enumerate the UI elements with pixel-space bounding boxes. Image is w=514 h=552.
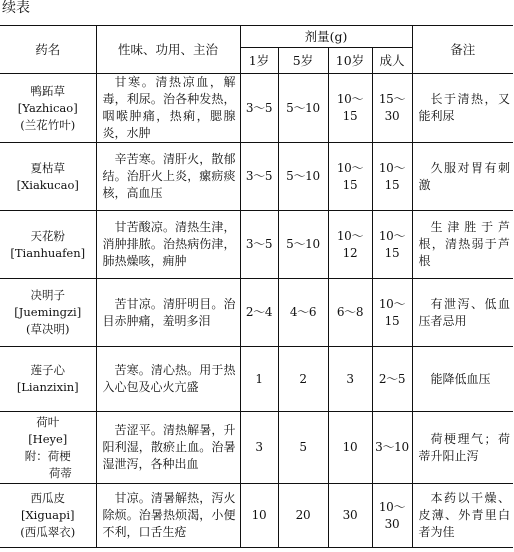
herb-name: 莲子心 <box>30 363 65 377</box>
herb-pinyin: [Juemingzi] <box>14 305 82 319</box>
dose-age-1: 1 <box>240 347 278 412</box>
dose-age-5: 5～10 <box>278 143 328 211</box>
header-age-adult: 成人 <box>372 48 412 74</box>
herb-name: 决明子 <box>30 288 65 302</box>
herb-name: 夏枯草 <box>30 160 65 175</box>
herb-pinyin: [Yazhicao] <box>17 100 78 115</box>
header-notes: 备注 <box>412 26 513 74</box>
herb-alias: (兰花竹叶) <box>20 117 76 132</box>
dose-adult: 10～15 <box>372 211 412 279</box>
dose-age-1: 3 <box>240 412 278 484</box>
dose-age-1: 3～5 <box>240 211 278 279</box>
herb-name-cell <box>0 74 96 143</box>
herb-properties: 甘凉。清暑解热，泻火除烦。治暑热烦渴，小便不利，口舌生疮 <box>96 484 240 548</box>
dose-age-1: 10 <box>240 484 278 548</box>
dose-adult: 10～30 <box>372 484 412 548</box>
table-row <box>0 74 513 143</box>
header-age-1: 1岁 <box>240 48 278 74</box>
herb-properties: 甘寒。清热凉血，解毒，利尿。治各种发热，咽喉肿痛，热痢，腮腺炎，水肿 <box>96 74 240 143</box>
herb-properties: 苦涩平。清热解暑，升阳利湿，散瘀止血。治暑湿泄泻，各种出血 <box>96 412 240 484</box>
herb-dosage-table <box>0 25 513 548</box>
herb-notes: 本药以干燥、皮薄、外青里白者为佳 <box>412 484 513 548</box>
header-dose-group: 剂量(g) <box>240 26 412 48</box>
header-properties: 性味、功用、主治 <box>96 26 240 74</box>
herb-alias: (草决明) <box>26 322 70 336</box>
herb-attachment-2: 荷蒂 <box>48 465 72 480</box>
dose-age-5: 5～10 <box>278 74 328 143</box>
herb-notes: 荷梗理气；荷蒂升阳止泻 <box>412 412 513 484</box>
table-row <box>0 347 513 412</box>
dose-age-10: 10～15 <box>328 143 372 211</box>
header-name: 药名 <box>0 26 96 74</box>
dose-age-10: 3 <box>328 347 372 412</box>
herb-notes: 长于清热，又能利尿 <box>412 74 513 143</box>
herb-properties: 甘苦酸凉。清热生津，消肿排脓。治热病伤津，肺热燥咳，痈肿 <box>96 211 240 279</box>
dose-age-5: 4～6 <box>278 279 328 347</box>
herb-name: 荷叶 <box>36 414 60 429</box>
header-age-5: 5岁 <box>278 48 328 74</box>
dose-age-10: 30 <box>328 484 372 548</box>
dose-age-5: 20 <box>278 484 328 548</box>
herb-name: 鸭跖草 <box>30 83 65 98</box>
herb-notes: 能降低血压 <box>412 347 513 412</box>
dose-age-10: 10～12 <box>328 211 372 279</box>
header-row <box>0 26 513 48</box>
herb-name-cell <box>0 211 96 279</box>
herb-name-cell <box>0 347 96 412</box>
herb-name-cell <box>0 143 96 211</box>
table-row <box>0 211 513 279</box>
herb-pinyin: [Lianzixin] <box>16 380 79 394</box>
dose-age-10: 10～15 <box>328 74 372 143</box>
dose-adult: 10～15 <box>372 143 412 211</box>
table-row <box>0 279 513 347</box>
dose-age-1: 3～5 <box>240 74 278 143</box>
herb-name-cell <box>0 279 96 347</box>
header-age-10: 10岁 <box>328 48 372 74</box>
table-row <box>0 484 513 548</box>
dose-age-1: 2～4 <box>240 279 278 347</box>
herb-name: 西瓜皮 <box>30 491 65 505</box>
herb-alias: (西瓜翠衣) <box>20 525 76 539</box>
herb-attachment: 附：荷梗 <box>24 448 71 463</box>
herb-properties: 辛苦寒。清肝火，散郁结。治肝火上炎，瘰疬痰核，高血压 <box>96 143 240 211</box>
dose-adult: 15～30 <box>372 74 412 143</box>
table-row <box>0 143 513 211</box>
herb-properties: 苦寒。清心热。用于热入心包及心火亢盛 <box>96 347 240 412</box>
herb-notes: 久服对胃有刺激 <box>412 143 513 211</box>
dose-age-5: 2 <box>278 347 328 412</box>
herb-properties: 苦甘凉。清肝明目。治目赤肿痛，羞明多泪 <box>96 279 240 347</box>
dose-adult: 10～15 <box>372 279 412 347</box>
herb-name-cell <box>0 412 96 484</box>
herb-notes: 有泄泻、低血压者忌用 <box>412 279 513 347</box>
table-row <box>0 412 513 484</box>
herb-name-cell <box>0 484 96 548</box>
herb-pinyin: [Xiakucao] <box>16 177 79 192</box>
dose-age-5: 5～10 <box>278 211 328 279</box>
herb-notes: 生津胜于芦根，清热弱于芦根 <box>412 211 513 279</box>
dose-age-5: 5 <box>278 412 328 484</box>
dose-adult: 2～5 <box>372 347 412 412</box>
table-continued-caption: 续表 <box>2 0 30 16</box>
dose-age-10: 6～8 <box>328 279 372 347</box>
herb-pinyin: [Heye] <box>28 431 68 446</box>
dose-age-10: 10 <box>328 412 372 484</box>
dose-age-1: 3～5 <box>240 143 278 211</box>
herb-pinyin: [Tianhuafen] <box>10 245 86 260</box>
herb-name: 天花粉 <box>30 228 65 243</box>
dose-adult: 3～10 <box>372 412 412 484</box>
herb-pinyin: [Xiguapi] <box>20 508 75 522</box>
